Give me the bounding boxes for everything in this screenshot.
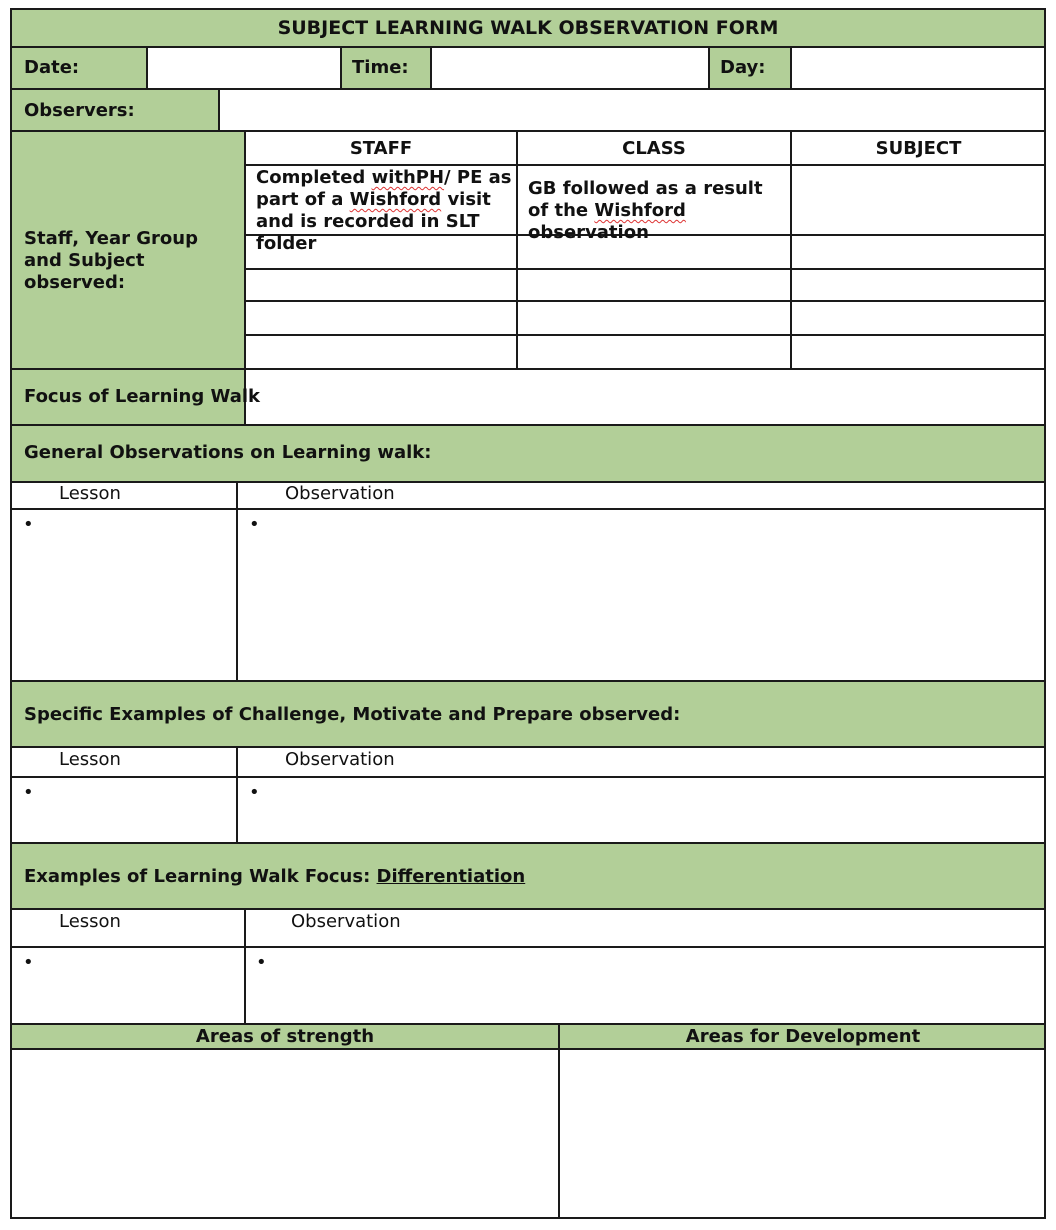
subject-note[interactable] [792, 166, 1044, 234]
focus-topic: Differentiation [376, 866, 526, 887]
focus-examples-heading: Examples of Learning Walk Focus: Differentiation [24, 866, 526, 887]
focus-examples-lesson-label: Lesson [59, 911, 121, 932]
observers-field[interactable] [220, 91, 1044, 129]
staff-column-header: STAFF [349, 138, 413, 159]
specific-observation-label: Observation [285, 749, 395, 770]
day-label: Day: [720, 57, 766, 78]
focus-examples-observation-label: Observation [291, 911, 401, 932]
staff-note: Completed withPH/ PE as part of a Wishford visit and is recorded in SLT folder [256, 167, 512, 254]
date-field[interactable] [148, 49, 340, 87]
time-field[interactable] [432, 49, 708, 87]
areas-of-strength-label: Areas of strength [195, 1026, 375, 1047]
observers-label: Observers: [24, 100, 135, 121]
focus-examples-lesson-bullet: • [23, 952, 34, 973]
focus-examples-observation-bullet: • [256, 952, 267, 973]
specific-heading: Specific Examples of Challenge, Motivate and Prepare observed: [24, 704, 681, 725]
areas-for-development-label: Areas for Development [685, 1026, 921, 1047]
focus-label: Focus of Learning Walk [24, 386, 261, 407]
observed-label: Staff, Year Group and Subject observed: [24, 228, 198, 293]
time-label: Time: [352, 57, 409, 78]
specific-lesson-label: Lesson [59, 749, 121, 770]
focus-field[interactable] [246, 370, 1044, 424]
subject-column-header: SUBJECT [875, 138, 962, 159]
class-column-header: CLASS [622, 138, 686, 159]
general-observation-bullet: • [249, 514, 260, 535]
general-lesson-label: Lesson [59, 483, 121, 504]
general-heading: General Observations on Learning walk: [24, 442, 432, 463]
class-note: GB followed as a result of the Wishford observation [528, 178, 763, 243]
day-field[interactable] [792, 49, 1044, 87]
specific-lesson-bullet: • [23, 782, 34, 803]
general-lesson-bullet: • [23, 514, 34, 535]
areas-for-development-field[interactable] [560, 1050, 1044, 1217]
form-title: SUBJECT LEARNING WALK OBSERVATION FORM [277, 17, 779, 39]
areas-of-strength-field[interactable] [12, 1050, 558, 1217]
specific-observation-bullet: • [249, 782, 260, 803]
date-label: Date: [24, 57, 80, 78]
general-observation-label: Observation [285, 483, 395, 504]
